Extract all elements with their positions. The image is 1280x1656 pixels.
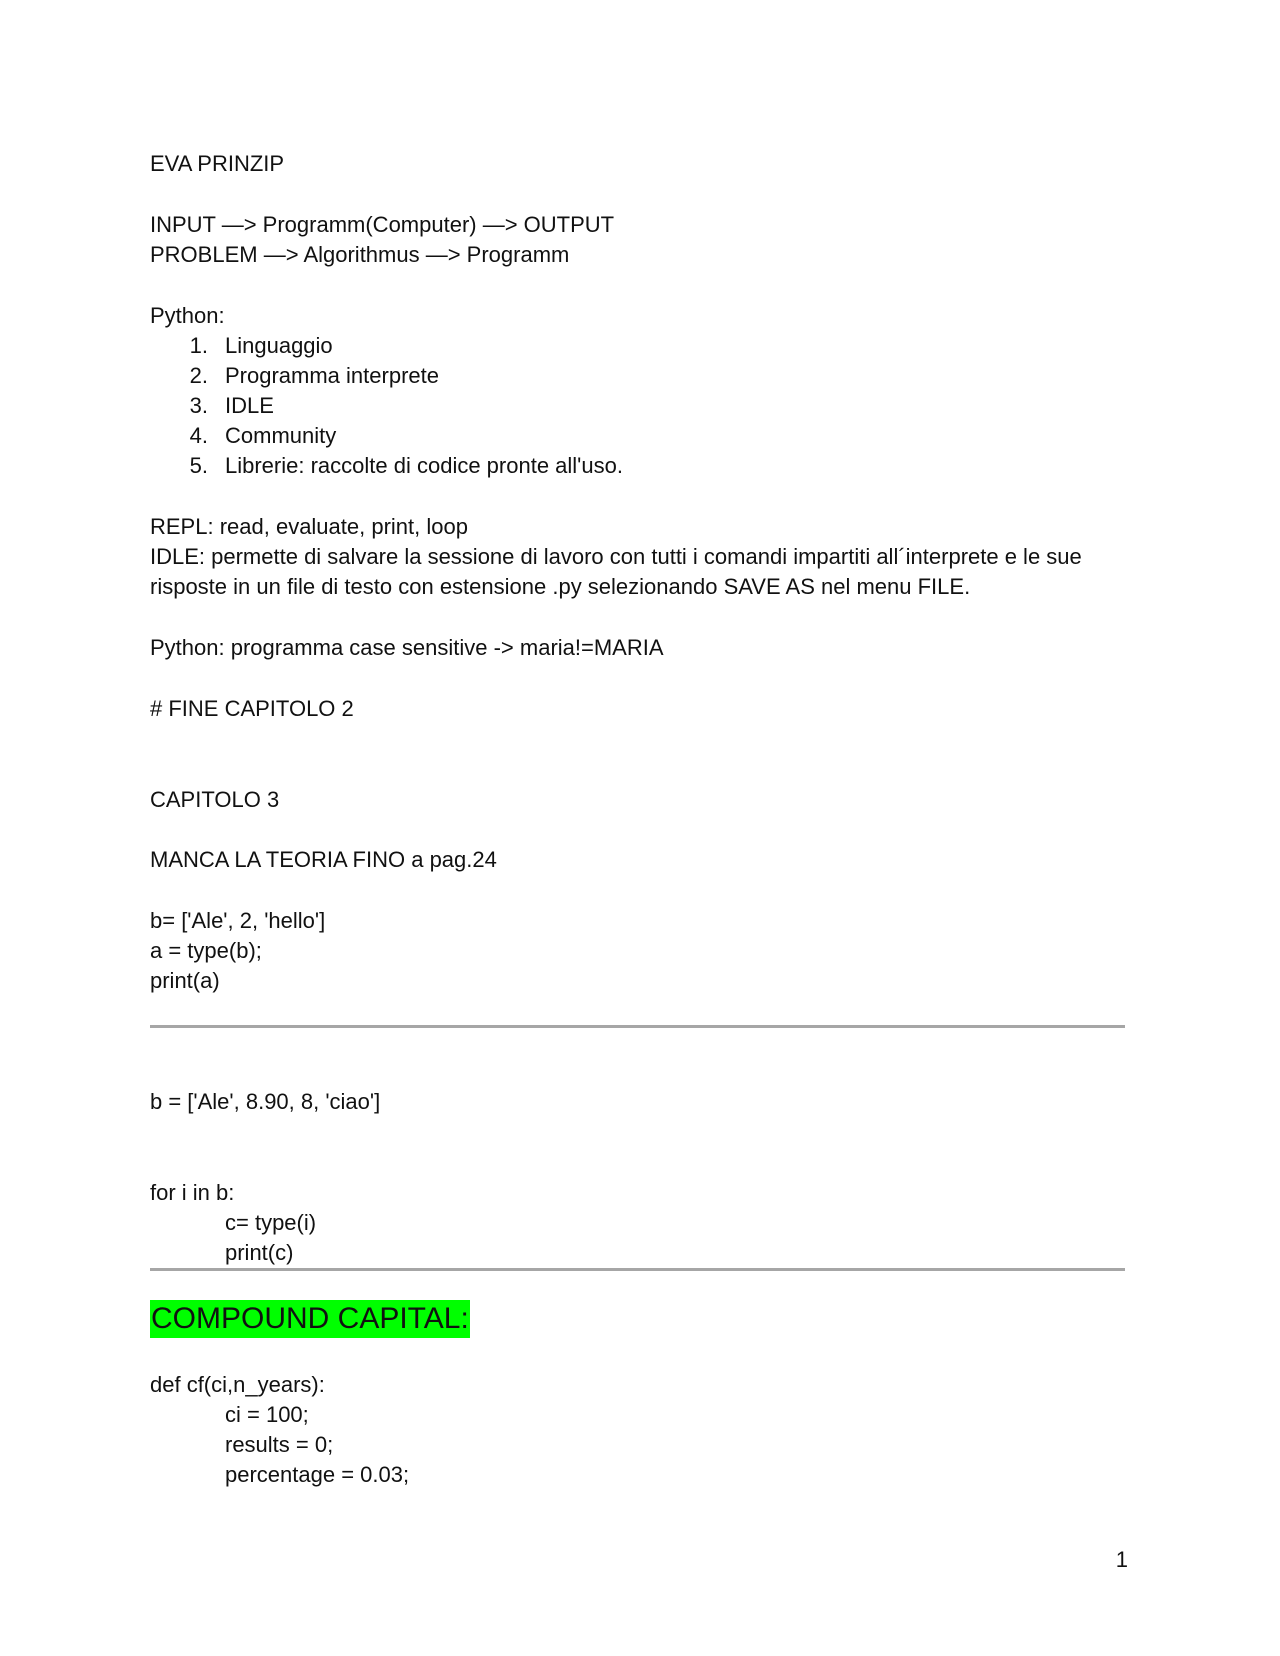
repl-line: REPL: read, evaluate, print, loop: [150, 514, 468, 539]
fine-capitolo-line: # FINE CAPITOLO 2: [150, 696, 354, 721]
list-item: Linguaggio: [225, 333, 333, 358]
list-item-number: 3.: [189, 393, 208, 418]
code-line: def cf(ci,n_years):: [150, 1372, 325, 1397]
code-line: c= type(i): [225, 1210, 317, 1235]
list-item-number: 1.: [189, 333, 208, 358]
code-line: percentage = 0.03;: [225, 1462, 410, 1487]
code-line: print(a): [150, 968, 220, 993]
compound-capital-heading: COMPOUND CAPITAL:: [150, 1300, 470, 1338]
list-item: Librerie: raccolte di codice pronte all'uso.: [225, 453, 623, 478]
horizontal-rule: [150, 1025, 1125, 1028]
horizontal-rule: [150, 1268, 1125, 1271]
capitolo-3-heading: CAPITOLO 3: [150, 787, 280, 812]
idle-paragraph: IDLE: permette di salvare la sessione di lavoro con tutti i comandi impartiti all´interprete e le sue risposte in un file di testo con estensione .py selezionando SAVE AS nel menu FILE.: [150, 544, 1082, 599]
list-item-number: 4.: [189, 423, 208, 448]
code-line: a = type(b);: [150, 938, 262, 963]
code-line: b= ['Ale', 2, 'hello']: [150, 908, 326, 933]
flow-line-problem: PROBLEM —> Algorithmus —> Programm: [150, 242, 570, 267]
python-heading: Python:: [150, 303, 225, 328]
list-item: IDLE: [225, 393, 274, 418]
page-number: 1: [1115, 1547, 1128, 1572]
code-line: for i in b:: [150, 1180, 235, 1205]
list-item-number: 5.: [189, 453, 208, 478]
manca-teoria-line: MANCA LA TEORIA FINO a pag.24: [150, 847, 497, 872]
list-item: Programma interprete: [225, 363, 439, 388]
list-item-number: 2.: [189, 363, 208, 388]
code-line: ci = 100;: [225, 1402, 309, 1427]
code-line: results = 0;: [225, 1432, 334, 1457]
code-line: print(c): [225, 1240, 294, 1265]
document-title: EVA PRINZIP: [150, 151, 285, 176]
list-item: Community: [225, 423, 337, 448]
flow-line-input: INPUT —> Programm(Computer) —> OUTPUT: [150, 212, 615, 237]
code-line: b = ['Ale', 8.90, 8, 'ciao']: [150, 1089, 381, 1114]
case-sensitive-line: Python: programma case sensitive -> maria!=MARIA: [150, 635, 664, 660]
